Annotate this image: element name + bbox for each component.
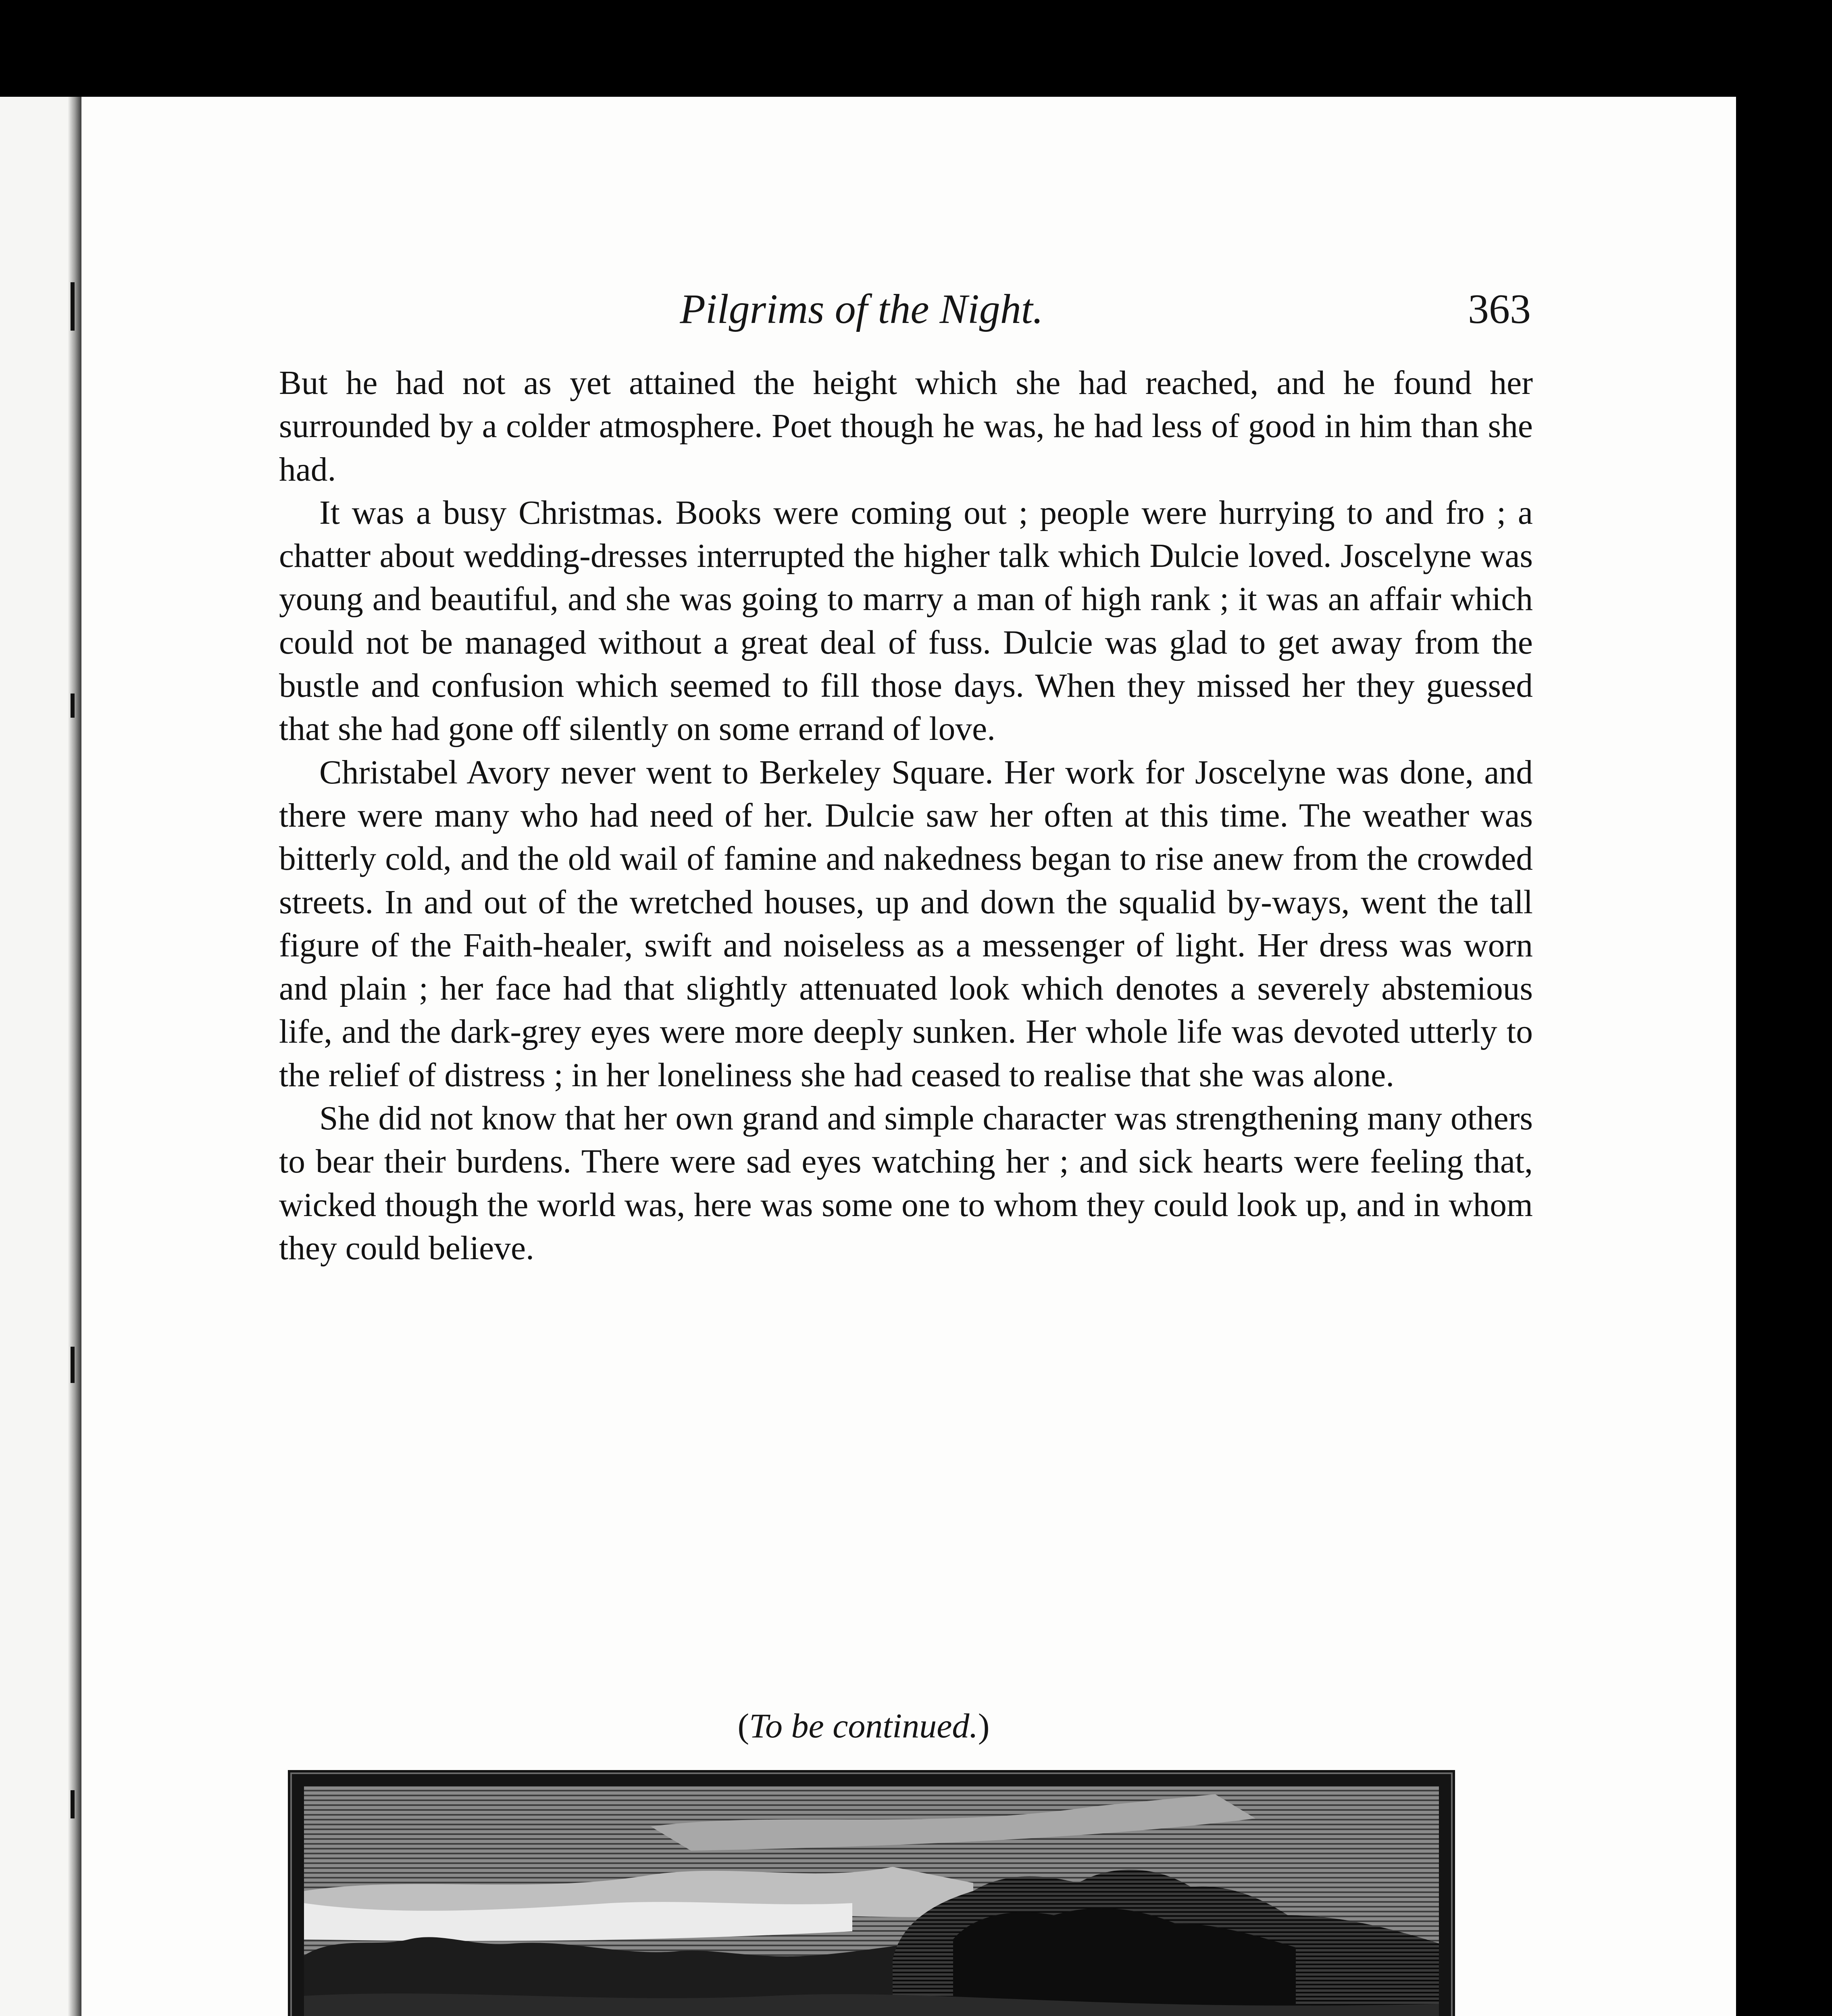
paragraph: It was a busy Christmas. Books were coming out ; people were hurrying to and fro ; a chatter about wedding-dresses interrupted the higher talk which Dulcie loved. Joscelyne was young and beautiful, and she was going to marry a man of high rank ; it was an affair which could not be managed without a great deal of fuss. Dulcie was glad to get away from the bustle and confusion which seemed to fill those days. When they missed her they guessed that she had gone off silently on some errand of love.	[279, 494, 1533, 748]
paragraph: But he had not as yet attained the height which she had reached, and he found her surrounded by a colder atmosphere. Poet though he was, he had less of good in him than she had.	[279, 364, 1533, 488]
landscape-illustration	[288, 1770, 1455, 2016]
to-be-continued-note	[81, 1706, 1646, 1746]
gutter-mark	[71, 282, 75, 331]
book-page	[81, 97, 1736, 2016]
page-gutter	[68, 97, 81, 2016]
body-text	[279, 362, 1533, 1270]
page-number: 363	[1468, 286, 1531, 332]
gutter-mark	[71, 1790, 75, 1818]
gutter-mark	[71, 694, 75, 718]
open-paren: (	[737, 1706, 749, 1745]
running-title: Pilgrims of the Night.	[680, 286, 1043, 332]
paragraph: Christabel Avory never went to Berkeley Square. Her work for Joscelyne was done, and there were many who had need of her. Dulcie saw her often at this time. The weather was bitterly cold, and the old wail of famine and nakedness began to rise anew from the crowded streets. In and out of the wretched houses, up and down the squalid by-ways, went the tall figure of the Faith-healer, swift and noiseless as a messenger of light. Her dress was worn and plain ; her face had that slightly attenuated look which denotes a severely abstemious life, and the dark-grey eyes were more deeply sunken. Her whole life was devoted utterly to the relief of distress ; in her loneliness she had ceased to realise that she was alone.	[279, 754, 1533, 1094]
previous-page-edge	[0, 97, 81, 2016]
continued-text: To be continued.	[749, 1706, 978, 1745]
gutter-mark	[71, 1347, 75, 1383]
paragraph: She did not know that her own grand and simple character was strengthening many others to bear their burdens. There were sad eyes watching her ; and sick hearts were feeling that, wicked though the world was, here was some one to whom they could look up, and in whom they could believe.	[279, 1100, 1533, 1267]
page-header	[81, 285, 1736, 342]
close-paren: )	[978, 1706, 990, 1745]
